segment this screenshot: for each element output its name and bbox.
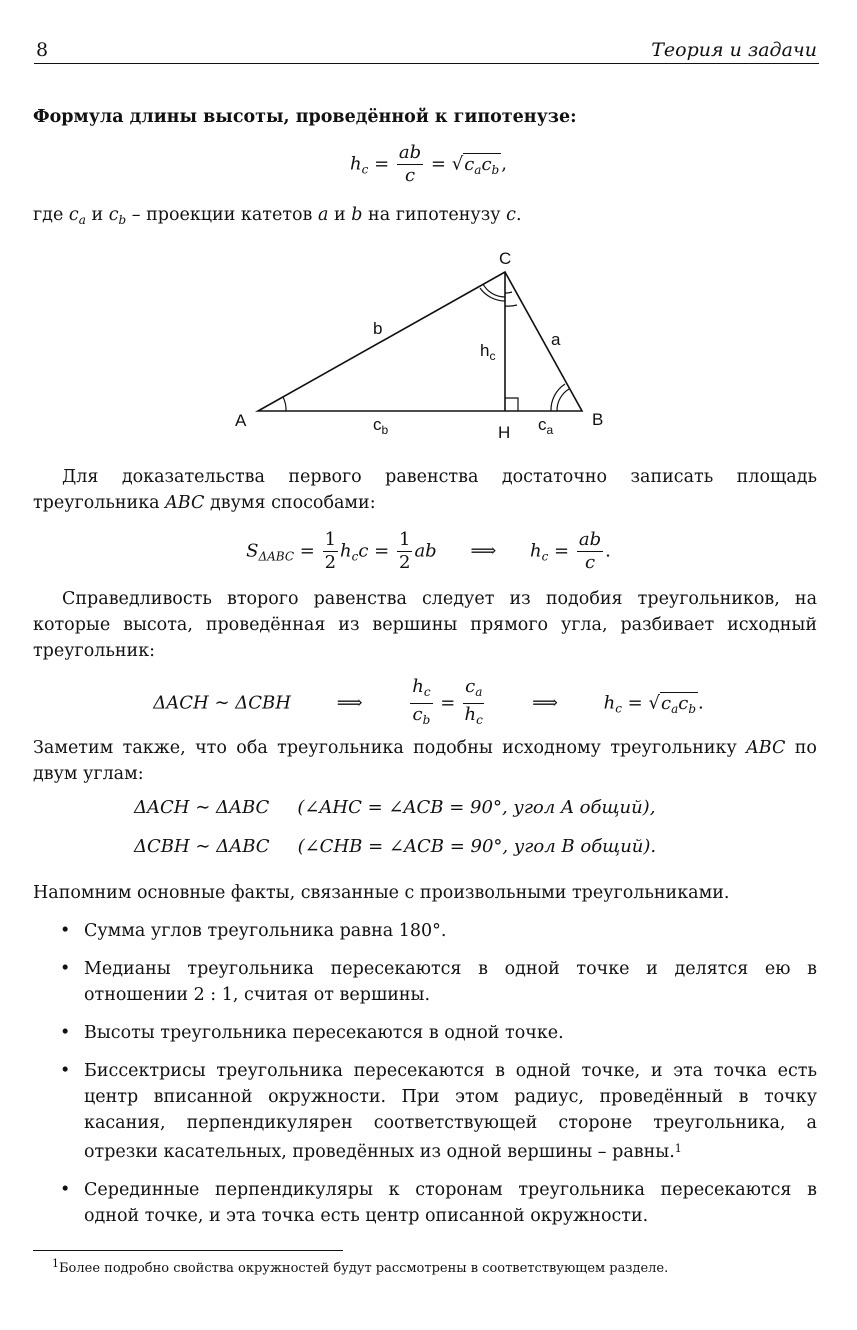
footnote-rule <box>33 1250 343 1251</box>
math-symbol: a <box>317 205 329 225</box>
side-label-b: b <box>373 319 383 338</box>
sqrt-body: $c_ac_b$ <box>660 692 696 716</box>
paragraph-note <box>33 735 817 787</box>
angle-arc-b1 <box>557 389 569 411</box>
list-item-text: Высоты треугольника пересекаются в одной точке. <box>84 1023 564 1043</box>
formula-subscript: a <box>474 162 482 177</box>
math-symbol: c <box>68 205 79 225</box>
math-subscript: a <box>78 213 86 227</box>
formula-similarity: ΔACH ∼ ΔCBH ⟹ $\frac{h_c}{c_b}$ = $\frac{c_a}{h_c}$ ⟹ $h_c = √c_ac_b$ . <box>0 676 857 731</box>
list-item <box>33 918 817 944</box>
triangle-abc <box>258 272 582 411</box>
formula-symbol: c = <box>358 540 390 562</box>
bullet-icon: • <box>60 921 71 941</box>
math-symbol: c <box>506 205 516 225</box>
fraction: $\frac{1}{2}$ <box>398 529 411 573</box>
list-item <box>33 956 817 1008</box>
list-item <box>33 1058 817 1165</box>
angle-arc-c3 <box>505 292 512 293</box>
formula-subscript: ΔABC <box>258 549 295 564</box>
segment-label-cb: $c_b$ <box>373 415 389 437</box>
formula-symbol: S <box>246 540 259 562</box>
vertex-label-c: C <box>499 249 512 268</box>
list-item <box>33 1020 817 1046</box>
fraction: $\frac{c_a}{h_c}$ <box>464 676 483 727</box>
paragraph-proof-1 <box>33 464 817 516</box>
bullet-icon: • <box>60 1023 71 1043</box>
sqrt-sign: √ <box>648 692 660 714</box>
text: и <box>334 205 346 225</box>
formula-subscript: c <box>541 549 549 564</box>
formula-area <box>0 529 857 574</box>
formula-symbol: c <box>481 153 492 175</box>
where-line <box>33 202 817 233</box>
angle-arc-c2 <box>480 288 505 301</box>
text: и <box>91 205 104 225</box>
list-item-text: Медианы треугольника пересекаются в одной точке и делятся ею в отношении 2 : 1, считая от вершины. <box>84 959 817 1005</box>
sqrt-sign: √ <box>451 153 464 175</box>
fraction <box>397 142 423 187</box>
fraction: $\frac{ab}{c}$ <box>578 529 602 573</box>
formula-symbol: c <box>464 153 475 175</box>
bullet-icon: • <box>60 1061 71 1081</box>
footnote-text: Более подробно свойства окружностей будут рассмотрены в соответствующем разделе. <box>59 1261 669 1276</box>
formula-punct: . <box>698 692 704 714</box>
angle-arc-a <box>283 397 286 411</box>
math-symbol: c <box>108 205 119 225</box>
formula-subscript: b <box>491 162 500 177</box>
formula-similarity-row-1 <box>134 797 655 818</box>
vertex-label-b: B <box>592 410 604 429</box>
segment-label-ca: $c_a$ <box>538 415 554 437</box>
page-number: 8 <box>36 39 49 61</box>
footnote-mark: 1 <box>52 1257 59 1270</box>
formula-punct: , <box>501 153 507 175</box>
text: по двум углам: <box>33 738 817 784</box>
fraction: $\frac{1}{2}$ <box>324 529 337 573</box>
list-item-text: Биссектрисы треугольника пересекаются в одной точке, и эта точка есть центр вписанной окружности. При этом радиус, проведённый в точку касания, перпендикулярен соответствующей стороне треугольника, а отрезки касательных, проведённых из одной вершины – равны. <box>84 1061 817 1162</box>
text: Заметим также, что оба треугольника подобны исходному треугольнику <box>33 738 737 758</box>
facts-list <box>33 918 817 1241</box>
list-item-text: Серединные перпендикуляры к сторонам треугольника пересекаются в одной точке, и эта точка есть центр описанной окружности. <box>84 1180 817 1226</box>
formula-altitude: $h_c$ = $\frac{ab}{c}$ = $√c_ac_b$ , <box>350 142 507 186</box>
list-item-text: Сумма углов треугольника равна 180°. <box>84 921 447 941</box>
implies-arrow: ⟹ <box>470 540 497 562</box>
formula-symbol: ab <box>414 540 437 562</box>
angle-arc-b2 <box>551 384 565 411</box>
bullet-icon: • <box>60 959 71 979</box>
side-label-a: a <box>551 330 561 349</box>
formula-subscript: c <box>351 549 359 564</box>
formula-row-right: (∠CHB = ∠ACB = 90°, угол B общий). <box>297 836 657 857</box>
section-heading: Формула длины высоты, проведённой к гипотенузе: <box>33 107 577 127</box>
text: где <box>33 205 64 225</box>
sqrt-body <box>463 153 501 175</box>
text: . <box>515 205 522 225</box>
formula-row-left: ΔACH ∼ ΔABC <box>134 797 270 818</box>
paragraph-facts-intro: Напомним основные факты, связанные с произвольными треугольниками. <box>33 883 730 903</box>
right-angle-mark <box>505 398 518 411</box>
formula-similarity-left: ΔACH ∼ ΔCBH <box>153 692 291 714</box>
formula-symbol: h <box>340 540 352 562</box>
implies-arrow: ⟹ <box>532 692 558 714</box>
math-symbol: b <box>351 205 363 225</box>
formula-symbol: h <box>603 692 616 714</box>
math-symbol: ABC <box>165 493 205 513</box>
running-title: Теория и задачи <box>651 39 817 61</box>
foot-label-h: H <box>498 423 511 442</box>
math-subscript: b <box>118 213 127 227</box>
paragraph-proof-2: Справедливость второго равенства следует из подобия треугольников, на которые высота, проведённая из вершины прямого угла, разбивает исходный треугольник: <box>33 589 817 661</box>
formula-row-right: (∠AHC = ∠ACB = 90°, угол A общий), <box>297 797 656 818</box>
angle-arc-c4 <box>505 305 517 306</box>
formula-punct: . <box>605 540 611 562</box>
text: – проекции катетов <box>131 205 313 225</box>
vertex-label-a: A <box>235 411 247 430</box>
footnote <box>52 1257 668 1276</box>
formula-similarity-row-2 <box>134 836 656 857</box>
formula-eq: = <box>554 540 570 562</box>
bullet-icon: • <box>60 1180 71 1200</box>
formula-symbol: h <box>350 153 362 175</box>
fraction-numerator: ab <box>398 142 422 163</box>
header-rule <box>34 63 819 64</box>
fraction: $\frac{h_c}{c_b}$ <box>412 676 431 727</box>
formula-row-left: ΔCBH ∼ ΔABC <box>134 836 270 857</box>
list-item <box>33 1177 817 1229</box>
fraction-denominator: c <box>404 165 416 186</box>
formula-symbol: h <box>529 540 542 562</box>
formula-subscript: c <box>615 701 622 716</box>
formula-eq: = <box>299 540 315 562</box>
text: двумя способами: <box>209 493 376 513</box>
altitude-label: $h_c$ <box>480 341 496 363</box>
footnote-reference[interactable]: 1 <box>674 1142 682 1155</box>
text: на гипотенузу <box>368 205 501 225</box>
triangle-figure <box>0 240 857 450</box>
formula-subscript: c <box>361 162 369 177</box>
implies-arrow: ⟹ <box>336 692 363 714</box>
text: Для доказательства первого равенства достаточно записать площадь треугольника <box>33 467 817 513</box>
math-symbol: ABC <box>746 738 786 758</box>
